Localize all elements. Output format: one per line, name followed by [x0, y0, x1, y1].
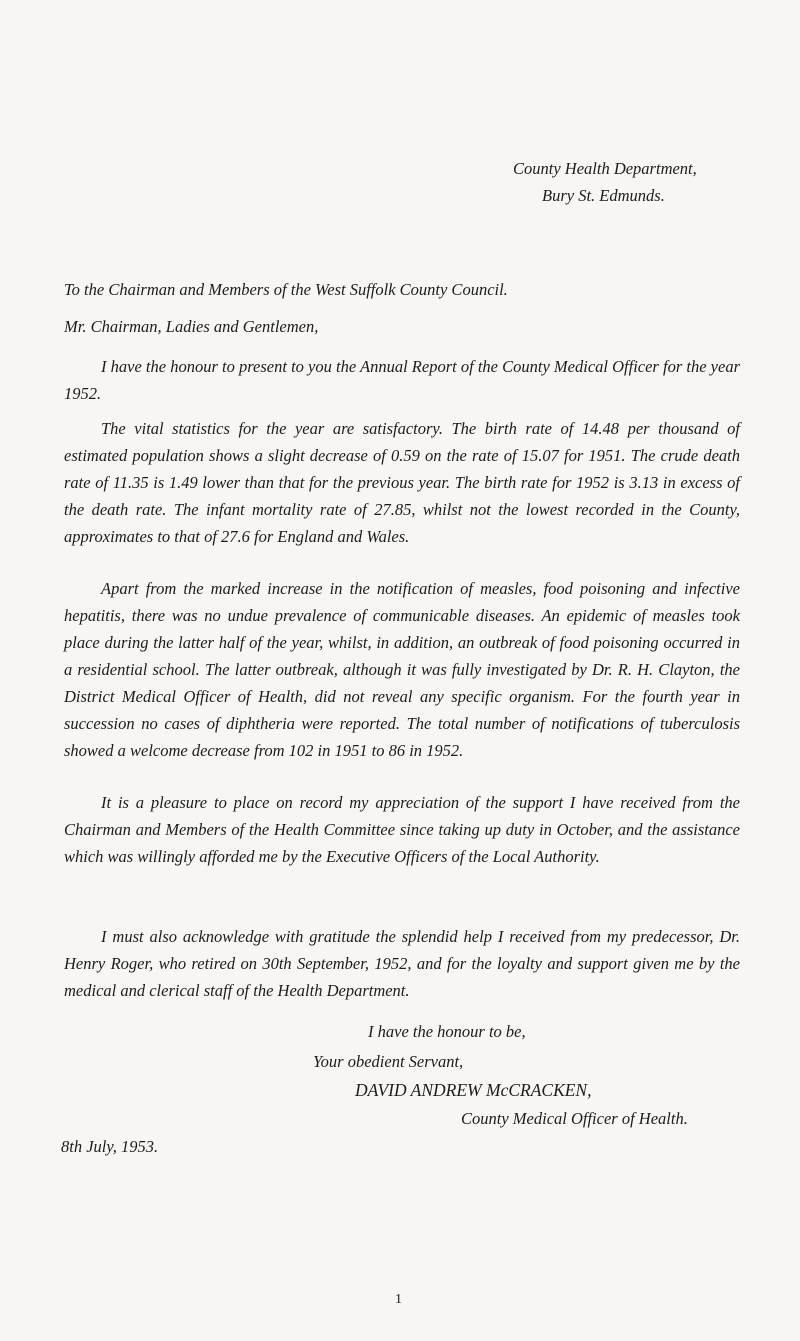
- closing-line-1: I have the honour to be,: [368, 1022, 526, 1041]
- addressee: To the Chairman and Members of the West Suffolk County Council.: [64, 280, 508, 299]
- address-line-2: Bury St. Edmunds.: [542, 186, 665, 205]
- signatory-title: County Medical Officer of Health.: [461, 1109, 688, 1128]
- page-number: 1: [395, 1292, 402, 1307]
- paragraph-communicable-diseases: Apart from the marked increase in the notification of measles, food poisoning and infective hepatitis, there was no undue prevalence of communicable diseases. An epidemic of measles took place during the latter half of the year, whilst, in addition, an outbreak of food poisoning occurred in a residential school. The latter outbreak, although it was fully investigated by Dr. R. H. Clayton, the District Medical Officer of Health, did not reveal any specific organism. For the fourth year in succession no cases of diphtheria were reported. The total number of notifications of tuberculosis showed a welcome decrease from 102 in 1951 to 86 in 1952.: [64, 579, 740, 760]
- paragraph-intro: I have the honour to present to you the Annual Report of the County Medical Officer for the year 1952.: [64, 357, 740, 403]
- greeting: Mr. Chairman, Ladies and Gentlemen,: [64, 317, 319, 336]
- letter-date: 8th July, 1953.: [61, 1137, 159, 1156]
- address-line-1: County Health Department,: [513, 159, 697, 178]
- closing-line-2: Your obedient Servant,: [313, 1052, 464, 1071]
- paragraph-appreciation: It is a pleasure to place on record my appreciation of the support I have received from the Chairman and Members of the Health Committee since taking up duty in October, and the assistance which was willingly afforded me by the Executive Officers of the Local Authority.: [64, 793, 740, 866]
- sender-address: [513, 155, 763, 209]
- paragraph-acknowledgement: I must also acknowledge with gratitude the splendid help I received from my predecessor, Dr. Henry Roger, who retired on 30th September, 1952, and for the loyalty and support given me by the medical and clerical staff of the Health Department.: [64, 927, 740, 1000]
- signatory-name: DAVID ANDREW McCRACKEN,: [355, 1080, 592, 1100]
- paragraph-vital-statistics: The vital statistics for the year are satisfactory. The birth rate of 14.48 per thousand of estimated population shows a slight decrease of 0.59 on the rate of 15.07 for 1951. The crude death rate of 11.35 is 1.49 lower than that for the previous year. The birth rate for 1952 is 3.13 in excess of the death rate. The infant mortality rate of 27.85, whilst not the lowest recorded in the County, approximates to that of 27.6 for England and Wales.: [64, 419, 740, 546]
